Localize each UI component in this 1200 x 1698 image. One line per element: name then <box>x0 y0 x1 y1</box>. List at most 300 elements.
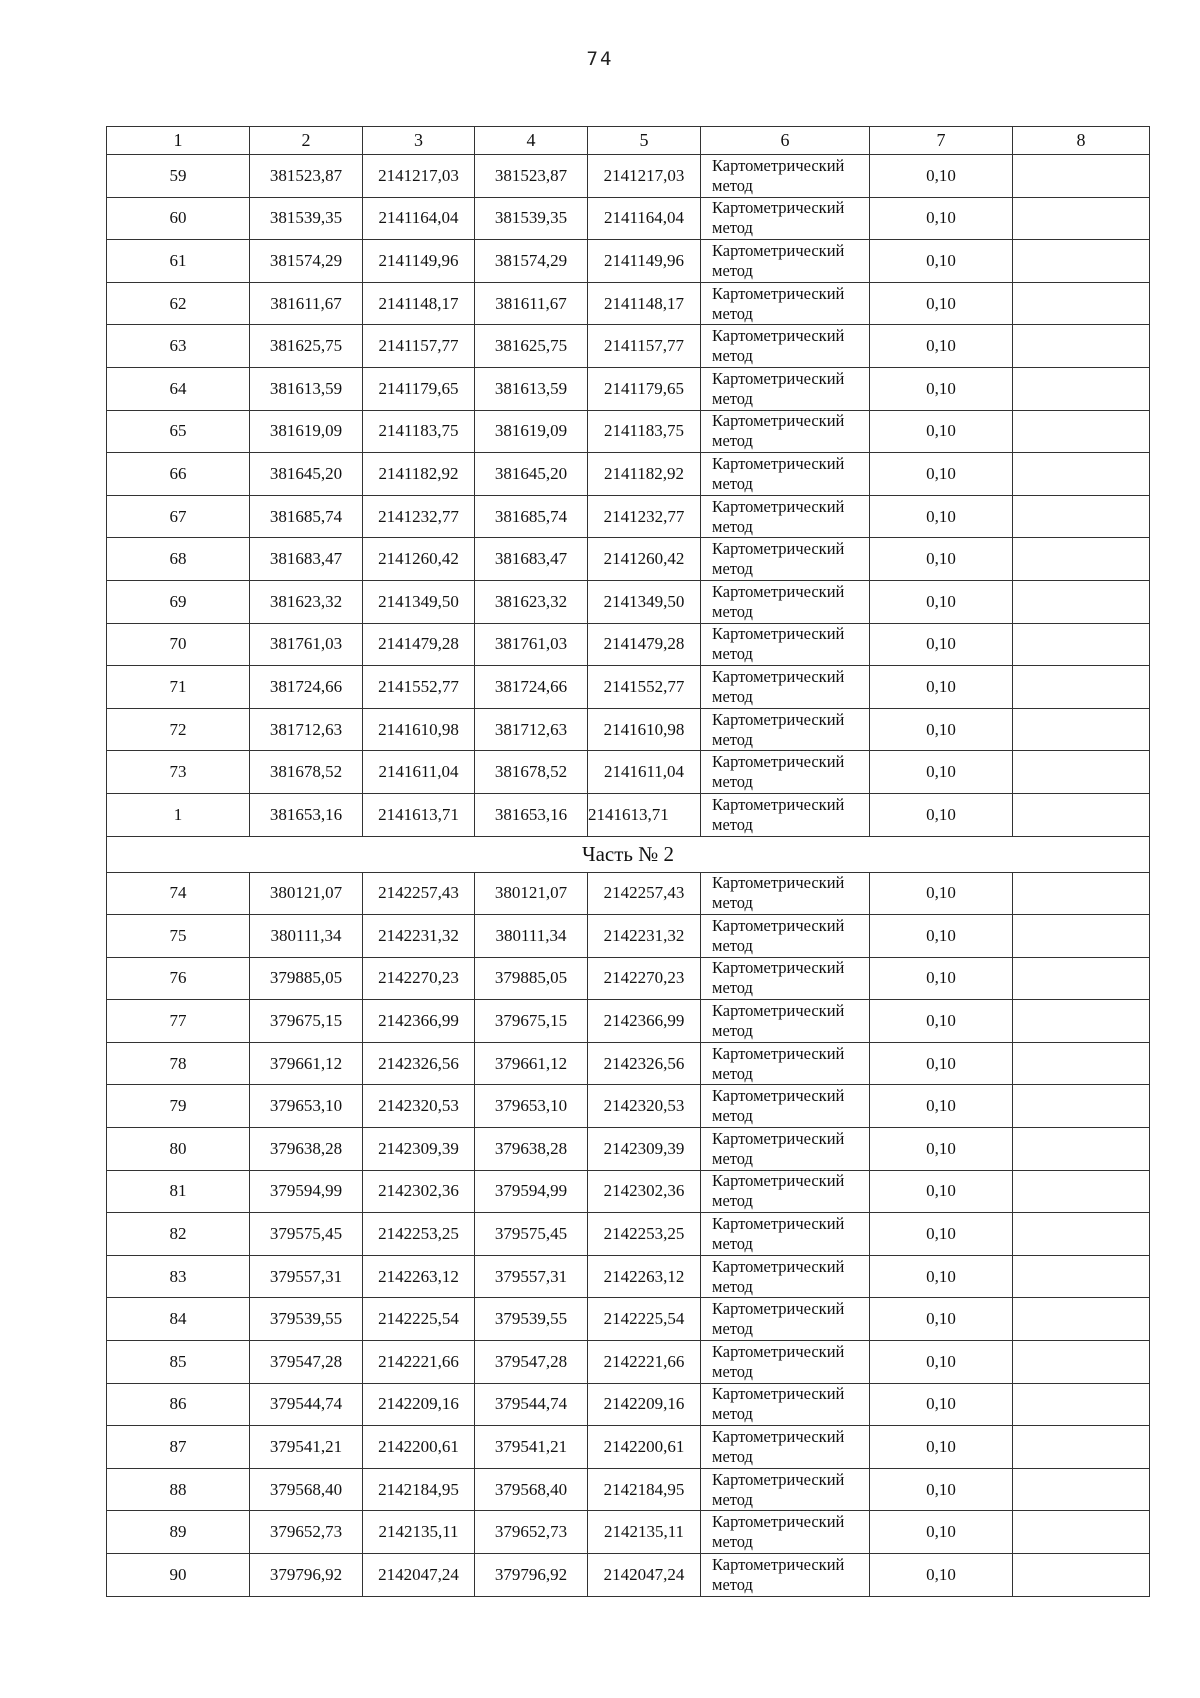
existing-x-cell: 379653,10 <box>250 1085 363 1128</box>
method-line-1: Картометрический <box>712 453 845 473</box>
note-cell <box>1013 1511 1150 1554</box>
existing-x-cell: 381625,75 <box>250 325 363 368</box>
accuracy-cell: 0,10 <box>870 1341 1013 1384</box>
table-row <box>107 793 1150 836</box>
method-line-1: Картометрический <box>712 709 845 729</box>
accuracy-cell: 0,10 <box>870 538 1013 581</box>
table-row <box>107 1554 1150 1597</box>
note-cell <box>1013 325 1150 368</box>
note-cell <box>1013 1000 1150 1043</box>
point-number-cell: 1 <box>107 793 250 836</box>
refined-x-cell: 379557,31 <box>475 1255 588 1298</box>
method-cell <box>701 155 870 198</box>
existing-x-cell: 381645,20 <box>250 453 363 496</box>
refined-x-cell: 379675,15 <box>475 1000 588 1043</box>
method-line-2: метод <box>712 1191 753 1211</box>
method-line-2: метод <box>712 772 753 792</box>
existing-y-cell: 2142135,11 <box>363 1511 475 1554</box>
table-row <box>107 1341 1150 1384</box>
method-line-1: Картометрический <box>712 1043 845 1063</box>
accuracy-cell: 0,10 <box>870 197 1013 240</box>
point-number-cell: 78 <box>107 1042 250 1085</box>
method-cell <box>701 1000 870 1043</box>
point-number-cell: 89 <box>107 1511 250 1554</box>
refined-x-cell: 381539,35 <box>475 197 588 240</box>
method-line-2: метод <box>712 893 753 913</box>
accuracy-cell: 0,10 <box>870 708 1013 751</box>
method-line-2: метод <box>712 1148 753 1168</box>
method-cell <box>701 957 870 1000</box>
existing-y-cell: 2141611,04 <box>363 751 475 794</box>
table-row <box>107 197 1150 240</box>
point-number-cell: 71 <box>107 666 250 709</box>
method-line-1: Картометрический <box>712 1512 845 1532</box>
accuracy-cell: 0,10 <box>870 957 1013 1000</box>
method-line-1: Картометрический <box>712 666 845 686</box>
accuracy-cell: 0,10 <box>870 325 1013 368</box>
existing-y-cell: 2141149,96 <box>363 240 475 283</box>
table-row <box>107 1085 1150 1128</box>
existing-x-cell: 381724,66 <box>250 666 363 709</box>
method-line-2: метод <box>712 814 753 834</box>
note-cell <box>1013 1213 1150 1256</box>
point-number-cell: 75 <box>107 915 250 958</box>
existing-x-cell: 379541,21 <box>250 1426 363 1469</box>
method-line-2: метод <box>712 1063 753 1083</box>
refined-x-cell: 381623,32 <box>475 580 588 623</box>
point-number-cell: 68 <box>107 538 250 581</box>
method-line-1: Картометрический <box>712 198 845 218</box>
refined-x-cell: 381611,67 <box>475 282 588 325</box>
refined-y-cell: 2141611,04 <box>588 751 701 794</box>
refined-x-cell: 379547,28 <box>475 1341 588 1384</box>
point-number-cell: 74 <box>107 872 250 915</box>
method-line-1: Картометрический <box>712 1469 845 1489</box>
refined-y-cell: 2142366,99 <box>588 1000 701 1043</box>
table-row <box>107 495 1150 538</box>
method-line-2: метод <box>712 218 753 238</box>
note-cell <box>1013 367 1150 410</box>
existing-x-cell: 381761,03 <box>250 623 363 666</box>
existing-y-cell: 2142302,36 <box>363 1170 475 1213</box>
table-row <box>107 1426 1150 1469</box>
refined-y-cell: 2142221,66 <box>588 1341 701 1384</box>
table-row <box>107 1383 1150 1426</box>
method-line-2: метод <box>712 1404 753 1424</box>
method-line-2: метод <box>712 1319 753 1339</box>
point-number-cell: 85 <box>107 1341 250 1384</box>
method-cell <box>701 453 870 496</box>
column-header: 6 <box>701 127 870 155</box>
existing-x-cell: 381712,63 <box>250 708 363 751</box>
table-row <box>107 1298 1150 1341</box>
accuracy-cell: 0,10 <box>870 495 1013 538</box>
table-row <box>107 1000 1150 1043</box>
existing-y-cell: 2141552,77 <box>363 666 475 709</box>
refined-y-cell: 2141149,96 <box>588 240 701 283</box>
point-number-cell: 62 <box>107 282 250 325</box>
method-cell <box>701 1298 870 1341</box>
method-line-2: метод <box>712 644 753 664</box>
note-cell <box>1013 240 1150 283</box>
accuracy-cell: 0,10 <box>870 282 1013 325</box>
note-cell <box>1013 197 1150 240</box>
existing-y-cell: 2141179,65 <box>363 367 475 410</box>
note-cell <box>1013 957 1150 1000</box>
point-number-cell: 86 <box>107 1383 250 1426</box>
point-number-cell: 80 <box>107 1128 250 1171</box>
method-line-1: Картометрический <box>712 1086 845 1106</box>
refined-x-cell: 381574,29 <box>475 240 588 283</box>
existing-x-cell: 381574,29 <box>250 240 363 283</box>
existing-y-cell: 2142309,39 <box>363 1128 475 1171</box>
refined-y-cell: 2141164,04 <box>588 197 701 240</box>
refined-y-cell: 2142302,36 <box>588 1170 701 1213</box>
method-line-1: Картометрический <box>712 1384 845 1404</box>
method-line-1: Картометрический <box>712 794 845 814</box>
note-cell <box>1013 1255 1150 1298</box>
column-header: 2 <box>250 127 363 155</box>
existing-y-cell: 2142366,99 <box>363 1000 475 1043</box>
method-line-2: метод <box>712 388 753 408</box>
method-line-2: метод <box>712 1234 753 1254</box>
refined-x-cell: 381761,03 <box>475 623 588 666</box>
method-line-1: Картометрический <box>712 240 845 260</box>
existing-y-cell: 2141613,71 <box>363 793 475 836</box>
method-line-1: Картометрический <box>712 958 845 978</box>
method-line-2: метод <box>712 935 753 955</box>
table-row <box>107 957 1150 1000</box>
refined-y-cell: 2142231,32 <box>588 915 701 958</box>
method-line-1: Картометрический <box>712 155 845 175</box>
method-cell <box>701 538 870 581</box>
existing-x-cell: 381611,67 <box>250 282 363 325</box>
method-cell <box>701 240 870 283</box>
accuracy-cell: 0,10 <box>870 793 1013 836</box>
refined-x-cell: 379568,40 <box>475 1468 588 1511</box>
refined-x-cell: 381625,75 <box>475 325 588 368</box>
refined-x-cell: 379652,73 <box>475 1511 588 1554</box>
refined-x-cell: 379796,92 <box>475 1554 588 1597</box>
method-line-1: Картометрический <box>712 496 845 516</box>
table-row <box>107 1511 1150 1554</box>
method-line-2: метод <box>712 729 753 749</box>
method-line-2: метод <box>712 1532 753 1552</box>
note-cell <box>1013 623 1150 666</box>
accuracy-cell: 0,10 <box>870 1042 1013 1085</box>
accuracy-cell: 0,10 <box>870 623 1013 666</box>
existing-y-cell: 2141164,04 <box>363 197 475 240</box>
note-cell <box>1013 1170 1150 1213</box>
point-number-cell: 59 <box>107 155 250 198</box>
method-line-2: метод <box>712 978 753 998</box>
existing-x-cell: 379568,40 <box>250 1468 363 1511</box>
page-number: 74 <box>586 48 614 70</box>
accuracy-cell: 0,10 <box>870 155 1013 198</box>
refined-y-cell: 2142270,23 <box>588 957 701 1000</box>
method-cell <box>701 325 870 368</box>
refined-y-cell: 2141232,77 <box>588 495 701 538</box>
point-number-cell: 77 <box>107 1000 250 1043</box>
method-line-2: метод <box>712 686 753 706</box>
method-line-1: Картометрический <box>712 1171 845 1191</box>
method-line-1: Картометрический <box>712 1299 845 1319</box>
refined-y-cell: 2142257,43 <box>588 872 701 915</box>
point-number-cell: 84 <box>107 1298 250 1341</box>
refined-y-cell: 2142209,16 <box>588 1383 701 1426</box>
note-cell <box>1013 410 1150 453</box>
refined-x-cell: 381685,74 <box>475 495 588 538</box>
method-line-2: метод <box>712 1574 753 1594</box>
accuracy-cell: 0,10 <box>870 1426 1013 1469</box>
refined-x-cell: 381724,66 <box>475 666 588 709</box>
column-header: 1 <box>107 127 250 155</box>
point-number-cell: 60 <box>107 197 250 240</box>
existing-x-cell: 379638,28 <box>250 1128 363 1171</box>
method-line-1: Картометрический <box>712 539 845 559</box>
existing-y-cell: 2141232,77 <box>363 495 475 538</box>
existing-y-cell: 2142263,12 <box>363 1255 475 1298</box>
point-number-cell: 63 <box>107 325 250 368</box>
existing-y-cell: 2141349,50 <box>363 580 475 623</box>
table-row <box>107 453 1150 496</box>
note-cell <box>1013 580 1150 623</box>
accuracy-cell: 0,10 <box>870 410 1013 453</box>
existing-y-cell: 2141260,42 <box>363 538 475 581</box>
method-line-1: Картометрический <box>712 1554 845 1574</box>
method-line-1: Картометрический <box>712 1256 845 1276</box>
note-cell <box>1013 453 1150 496</box>
point-number-cell: 83 <box>107 1255 250 1298</box>
note-cell <box>1013 793 1150 836</box>
existing-x-cell: 379652,73 <box>250 1511 363 1554</box>
method-line-2: метод <box>712 1106 753 1126</box>
method-cell <box>701 1128 870 1171</box>
refined-y-cell: 2141613,71 <box>588 793 701 836</box>
method-line-1: Картометрический <box>712 1427 845 1447</box>
existing-x-cell: 379594,99 <box>250 1170 363 1213</box>
point-number-cell: 81 <box>107 1170 250 1213</box>
method-line-2: метод <box>712 1276 753 1296</box>
point-number-cell: 65 <box>107 410 250 453</box>
accuracy-cell: 0,10 <box>870 1128 1013 1171</box>
method-line-1: Картометрический <box>712 873 845 893</box>
method-line-1: Картометрический <box>712 283 845 303</box>
table-row <box>107 410 1150 453</box>
existing-x-cell: 381619,09 <box>250 410 363 453</box>
refined-y-cell: 2142047,24 <box>588 1554 701 1597</box>
accuracy-cell: 0,10 <box>870 1511 1013 1554</box>
refined-x-cell: 379575,45 <box>475 1213 588 1256</box>
existing-y-cell: 2141148,17 <box>363 282 475 325</box>
existing-x-cell: 379539,55 <box>250 1298 363 1341</box>
refined-y-cell: 2141479,28 <box>588 623 701 666</box>
refined-x-cell: 380121,07 <box>475 872 588 915</box>
point-number-cell: 87 <box>107 1426 250 1469</box>
method-line-1: Картометрический <box>712 1128 845 1148</box>
existing-y-cell: 2142225,54 <box>363 1298 475 1341</box>
point-number-cell: 66 <box>107 453 250 496</box>
method-cell <box>701 751 870 794</box>
table-row <box>107 1255 1150 1298</box>
table-row <box>107 325 1150 368</box>
note-cell <box>1013 495 1150 538</box>
note-cell <box>1013 1554 1150 1597</box>
method-cell <box>701 1511 870 1554</box>
method-cell <box>701 1085 870 1128</box>
refined-x-cell: 381645,20 <box>475 453 588 496</box>
method-cell <box>701 367 870 410</box>
accuracy-cell: 0,10 <box>870 453 1013 496</box>
existing-y-cell: 2141217,03 <box>363 155 475 198</box>
refined-y-cell: 2141182,92 <box>588 453 701 496</box>
refined-x-cell: 381683,47 <box>475 538 588 581</box>
note-cell <box>1013 1128 1150 1171</box>
table-row <box>107 282 1150 325</box>
existing-y-cell: 2141182,92 <box>363 453 475 496</box>
refined-x-cell: 381523,87 <box>475 155 588 198</box>
refined-x-cell: 379638,28 <box>475 1128 588 1171</box>
existing-x-cell: 381678,52 <box>250 751 363 794</box>
refined-x-cell: 379594,99 <box>475 1170 588 1213</box>
accuracy-cell: 0,10 <box>870 1000 1013 1043</box>
accuracy-cell: 0,10 <box>870 1170 1013 1213</box>
existing-x-cell: 381683,47 <box>250 538 363 581</box>
refined-y-cell: 2142200,61 <box>588 1426 701 1469</box>
point-number-cell: 73 <box>107 751 250 794</box>
existing-y-cell: 2142231,32 <box>363 915 475 958</box>
method-line-1: Картометрический <box>712 581 845 601</box>
note-cell <box>1013 751 1150 794</box>
note-cell <box>1013 282 1150 325</box>
existing-y-cell: 2142326,56 <box>363 1042 475 1085</box>
refined-y-cell: 2141260,42 <box>588 538 701 581</box>
refined-y-cell: 2142326,56 <box>588 1042 701 1085</box>
point-number-cell: 79 <box>107 1085 250 1128</box>
table-row <box>107 666 1150 709</box>
existing-y-cell: 2142253,25 <box>363 1213 475 1256</box>
refined-y-cell: 2141183,75 <box>588 410 701 453</box>
method-line-2: метод <box>712 431 753 451</box>
existing-x-cell: 381685,74 <box>250 495 363 538</box>
existing-x-cell: 379661,12 <box>250 1042 363 1085</box>
refined-y-cell: 2141552,77 <box>588 666 701 709</box>
refined-y-cell: 2142225,54 <box>588 1298 701 1341</box>
existing-y-cell: 2142257,43 <box>363 872 475 915</box>
existing-x-cell: 379557,31 <box>250 1255 363 1298</box>
existing-y-cell: 2142270,23 <box>363 957 475 1000</box>
method-cell <box>701 708 870 751</box>
method-cell <box>701 915 870 958</box>
point-number-cell: 88 <box>107 1468 250 1511</box>
method-cell <box>701 1468 870 1511</box>
method-line-2: метод <box>712 1447 753 1467</box>
note-cell <box>1013 1085 1150 1128</box>
table-row <box>107 1128 1150 1171</box>
existing-y-cell: 2141479,28 <box>363 623 475 666</box>
table-row <box>107 751 1150 794</box>
note-cell <box>1013 1383 1150 1426</box>
method-line-2: метод <box>712 346 753 366</box>
existing-x-cell: 380111,34 <box>250 915 363 958</box>
refined-y-cell: 2142320,53 <box>588 1085 701 1128</box>
accuracy-cell: 0,10 <box>870 1554 1013 1597</box>
existing-y-cell: 2142047,24 <box>363 1554 475 1597</box>
accuracy-cell: 0,10 <box>870 1468 1013 1511</box>
refined-y-cell: 2141179,65 <box>588 367 701 410</box>
note-cell <box>1013 1341 1150 1384</box>
method-line-2: метод <box>712 473 753 493</box>
existing-x-cell: 379575,45 <box>250 1213 363 1256</box>
refined-y-cell: 2142263,12 <box>588 1255 701 1298</box>
existing-x-cell: 379796,92 <box>250 1554 363 1597</box>
method-line-1: Картометрический <box>712 752 845 772</box>
point-number-cell: 70 <box>107 623 250 666</box>
table-row <box>107 367 1150 410</box>
method-cell <box>701 1426 870 1469</box>
existing-x-cell: 381613,59 <box>250 367 363 410</box>
method-cell <box>701 793 870 836</box>
note-cell <box>1013 1298 1150 1341</box>
accuracy-cell: 0,10 <box>870 1298 1013 1341</box>
table-row <box>107 708 1150 751</box>
refined-y-cell: 2142253,25 <box>588 1213 701 1256</box>
refined-y-cell: 2142135,11 <box>588 1511 701 1554</box>
method-line-1: Картометрический <box>712 368 845 388</box>
coordinates-table <box>106 126 1150 1597</box>
table-row <box>107 1213 1150 1256</box>
method-cell <box>701 197 870 240</box>
refined-y-cell: 2141349,50 <box>588 580 701 623</box>
method-line-2: метод <box>712 303 753 323</box>
table-row <box>107 580 1150 623</box>
method-cell <box>701 1341 870 1384</box>
point-number-cell: 76 <box>107 957 250 1000</box>
part-heading-row <box>107 836 1150 872</box>
column-header: 3 <box>363 127 475 155</box>
accuracy-cell: 0,10 <box>870 751 1013 794</box>
method-cell <box>701 1383 870 1426</box>
existing-x-cell: 379675,15 <box>250 1000 363 1043</box>
refined-y-cell: 2141148,17 <box>588 282 701 325</box>
point-number-cell: 82 <box>107 1213 250 1256</box>
existing-y-cell: 2141610,98 <box>363 708 475 751</box>
table-row <box>107 872 1150 915</box>
existing-x-cell: 380121,07 <box>250 872 363 915</box>
accuracy-cell: 0,10 <box>870 872 1013 915</box>
accuracy-cell: 0,10 <box>870 240 1013 283</box>
existing-y-cell: 2142209,16 <box>363 1383 475 1426</box>
method-line-2: метод <box>712 559 753 579</box>
existing-x-cell: 381623,32 <box>250 580 363 623</box>
refined-y-cell: 2141157,77 <box>588 325 701 368</box>
refined-x-cell: 379653,10 <box>475 1085 588 1128</box>
existing-y-cell: 2141183,75 <box>363 410 475 453</box>
note-cell <box>1013 915 1150 958</box>
point-number-cell: 61 <box>107 240 250 283</box>
refined-x-cell: 381653,16 <box>475 793 588 836</box>
existing-y-cell: 2142184,95 <box>363 1468 475 1511</box>
column-header: 7 <box>870 127 1013 155</box>
method-line-1: Картометрический <box>712 1341 845 1361</box>
existing-x-cell: 379547,28 <box>250 1341 363 1384</box>
method-cell <box>701 1042 870 1085</box>
refined-y-cell: 2142309,39 <box>588 1128 701 1171</box>
method-cell <box>701 872 870 915</box>
point-number-cell: 64 <box>107 367 250 410</box>
table-row <box>107 1042 1150 1085</box>
method-cell <box>701 1255 870 1298</box>
